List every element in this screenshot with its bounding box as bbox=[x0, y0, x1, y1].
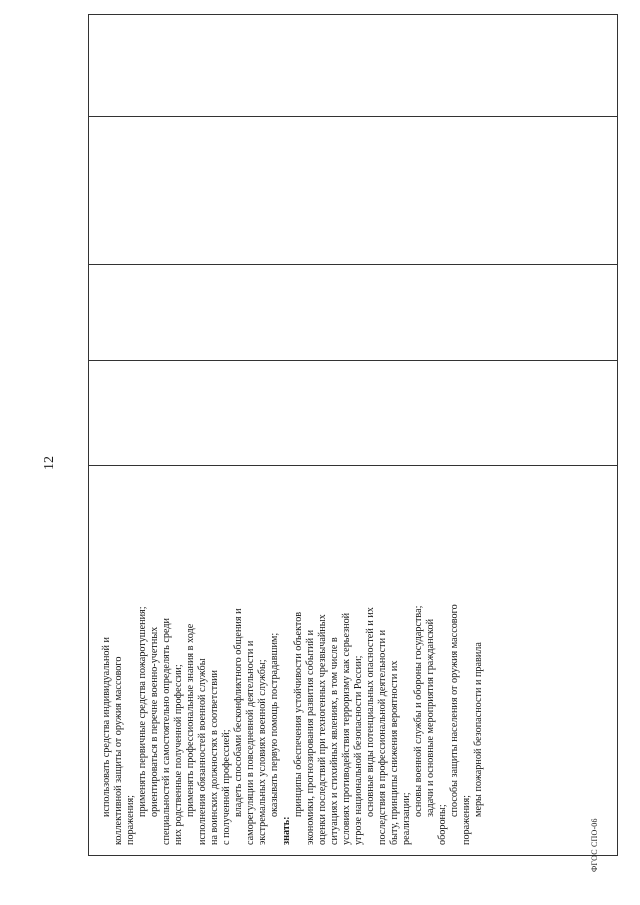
text-line: применять профессиональные знания в ходе bbox=[185, 623, 196, 817]
text-line: применять первичные средства пожаротушения; bbox=[137, 606, 148, 817]
text-line: экономики, прогнозирования развития событий и bbox=[305, 629, 316, 845]
text-line: на воинских должностях в соответствии bbox=[209, 670, 220, 845]
text-line: оказывать первую помощь пострадавшим; bbox=[269, 632, 280, 817]
text-line: поражения; bbox=[461, 794, 472, 845]
footer-code: ФГОС СПО-06 bbox=[590, 818, 599, 872]
text-line: ориентироваться в перечне военно-учетных bbox=[149, 626, 160, 817]
text-line: специальностей и самостоятельно определять среди bbox=[161, 617, 172, 845]
text-line: исполнения обязанностей военной службы bbox=[197, 658, 208, 845]
text-line: условиях противодействия терроризму как серьезной bbox=[341, 612, 352, 845]
table-cell-5 bbox=[89, 15, 617, 116]
table-cell-4 bbox=[89, 116, 617, 264]
text-line: задачи и основные мероприятия гражданской bbox=[425, 618, 436, 817]
text-line: оценки последствий при техногенных чрезвычайных bbox=[317, 614, 328, 845]
text-line: экстремальных условиях военной службы; bbox=[257, 659, 268, 845]
text-line: быту, принципы снижения вероятности их bbox=[389, 660, 400, 845]
text-line: реализации; bbox=[401, 792, 412, 845]
text-line: саморегуляции в повседневной деятельности и bbox=[245, 640, 256, 845]
text-line: принципы обеспечения устойчивости объектов bbox=[293, 611, 304, 817]
text-line: последствия в профессиональной деятельности и bbox=[377, 629, 388, 845]
table-row bbox=[89, 15, 617, 855]
text-line: владеть способами бесконфликтного общения и bbox=[233, 608, 244, 817]
text-line: использовать средства индивидуальной и bbox=[101, 637, 112, 817]
text-line: них родственные полученной профессии; bbox=[173, 664, 184, 845]
text-line: знать: bbox=[281, 816, 292, 845]
text-line: обороны; bbox=[437, 804, 448, 845]
table-cell-competencies bbox=[89, 465, 617, 855]
text-line: с полученной профессией; bbox=[221, 729, 232, 845]
text-line: поражения; bbox=[125, 794, 136, 845]
table-cell-2 bbox=[89, 360, 617, 465]
text-line: ситуациях и стихийных явлениях, в том числе в bbox=[329, 637, 340, 845]
competencies-text bbox=[89, 466, 617, 855]
page-number: 12 bbox=[42, 456, 57, 470]
text-line: меры пожарной безопасности и правила bbox=[473, 642, 484, 817]
text-line: угрозе национальной безопасности России; bbox=[353, 655, 364, 845]
text-line: коллективной защиты от оружия массового bbox=[113, 656, 124, 845]
text-line: способы защиты населения от оружия массового bbox=[449, 604, 460, 817]
table-cell-3 bbox=[89, 264, 617, 360]
competency-table bbox=[88, 14, 618, 856]
text-line: основы военной службы и обороны государства; bbox=[413, 605, 424, 817]
text-line: основные виды потенциальных опасностей и их bbox=[365, 607, 376, 817]
